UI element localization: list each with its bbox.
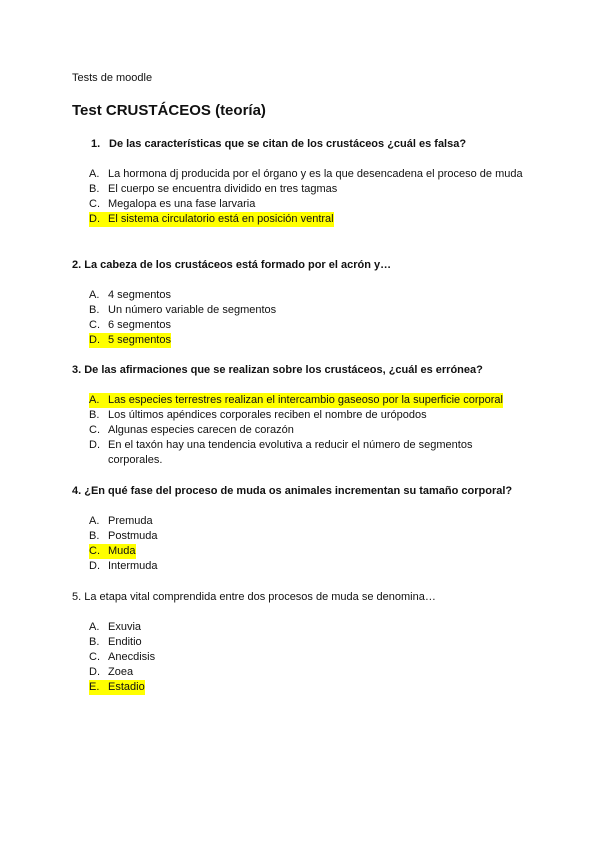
option-4a: A. Premuda <box>89 515 153 527</box>
page-title: Test CRUSTÁCEOS (teoría) <box>72 102 266 119</box>
option-2b: B. Un número variable de segmentos <box>89 304 277 316</box>
option-5b: B. Enditio <box>89 636 142 648</box>
option-4c-correct: C. Muda <box>89 545 136 557</box>
option-1d-correct: D. El sistema circulatorio está en posición ventral <box>89 213 334 225</box>
question-5: 5. La etapa vital comprendida entre dos procesos de muda se denomina… <box>72 591 436 603</box>
option-3b: B. Los últimos apéndices corporales reciben el nombre de urópodos <box>89 409 427 421</box>
option-4d: D. Intermuda <box>89 560 158 572</box>
option-5c: C. Anecdisis <box>89 651 156 663</box>
option-1c: C. Megalopa es una fase larvaria <box>89 198 256 210</box>
question-text: De las características que se citan de los crustáceos ¿cuál es falsa? <box>109 138 467 150</box>
option-3c: C. Algunas especies carecen de corazón <box>89 424 294 436</box>
question-2: 2. La cabeza de los crustáceos está formado por el acrón y… <box>72 259 392 271</box>
option-3a-correct: A. Las especies terrestres realizan el intercambio gaseoso por la superficie corporal <box>89 394 503 406</box>
option-3d: D. En el taxón hay una tendencia evolutiva a reducir el número de segmentos <box>89 439 473 451</box>
option-3d-continuation: corporales. <box>108 454 163 466</box>
option-2c: C. 6 segmentos <box>89 319 171 331</box>
page-subtitle: Tests de moodle <box>72 72 153 84</box>
option-4b: B. Postmuda <box>89 530 158 542</box>
option-5d: D. Zoea <box>89 666 134 678</box>
option-5e-correct: E. Estadio <box>89 681 145 693</box>
option-1a: A. La hormona dj producida por el órgano y es la que desencadena el proceso de muda <box>89 168 523 180</box>
option-2d-correct: D. 5 segmentos <box>89 334 171 346</box>
question-1 <box>91 138 466 150</box>
option-2a: A. 4 segmentos <box>89 289 171 301</box>
question-4: 4. ¿En qué fase del proceso de muda os animales incrementan su tamaño corporal? <box>72 485 513 497</box>
question-number: 1. <box>91 138 101 150</box>
question-3: 3. De las afirmaciones que se realizan sobre los crustáceos, ¿cuál es errónea? <box>72 364 483 376</box>
option-1b: B. El cuerpo se encuentra dividido en tres tagmas <box>89 183 338 195</box>
option-5a: A. Exuvia <box>89 621 142 633</box>
